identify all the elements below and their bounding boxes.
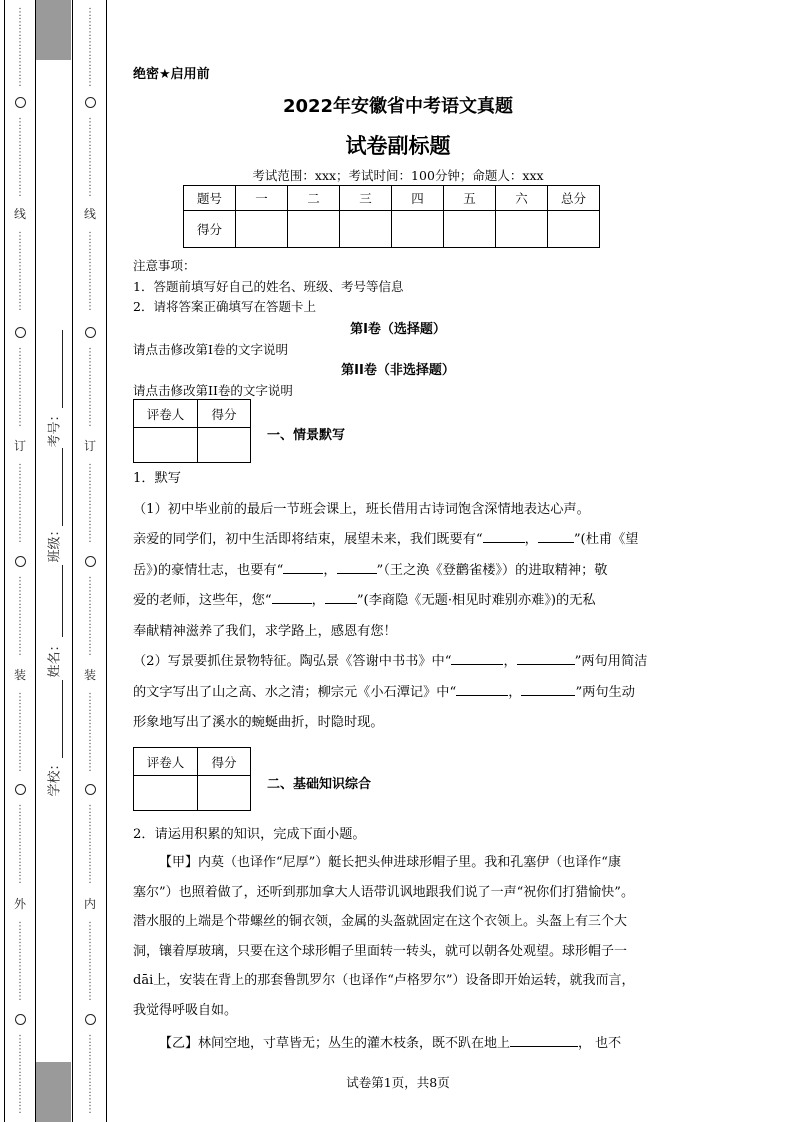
margin-line-2 xyxy=(72,0,73,1122)
score-header-cell: 三 xyxy=(340,186,392,211)
passage-yi: 【乙】林间空地，寸草皆无；丛生的灌木枝条，既不趴在地上 ， 也不 xyxy=(133,1029,663,1059)
answer-blank[interactable] xyxy=(451,650,503,665)
part2-title: 第II卷（非选择题） xyxy=(341,363,455,378)
answer-blank[interactable] xyxy=(517,650,575,665)
binding-circle xyxy=(85,1014,96,1025)
answer-blank[interactable] xyxy=(272,589,312,604)
outer-word-zhuang: 装 xyxy=(13,668,26,682)
field-school-blank[interactable] xyxy=(62,680,63,758)
answer-blank[interactable] xyxy=(538,528,574,543)
inner-word-nei: 内 xyxy=(83,897,96,911)
score-cell[interactable] xyxy=(392,211,444,248)
answer-blank[interactable] xyxy=(325,589,357,604)
grader-score-label: 得分 xyxy=(198,400,251,428)
field-class-blank[interactable] xyxy=(62,448,63,526)
passage-line: 潜水服的上端是个带螺丝的铜衣领，金属的头盔就固定在这个衣领上。头盔上有三个大 xyxy=(133,914,628,929)
margin-line-1 xyxy=(35,0,36,1122)
grader-label: 评卷人 xyxy=(134,400,198,428)
question-line: 岳》)的豪情壮志，也要有“ ， ”（王之涣《登鹳雀楼》）的进取精神；敬 xyxy=(133,556,663,587)
outer-word-line: 线 xyxy=(13,207,26,221)
passage-line: 塞尔”）也照着做了，还听到那加拿大人语带讥讽地跟我们说了一声“祝你们打猎愉快”。 xyxy=(133,884,634,900)
grader-cell[interactable] xyxy=(134,776,198,811)
grader-cell[interactable] xyxy=(134,428,198,463)
passage-line: 【甲】内莫（也译作“尼厚”）艇长把头伸进球形帽子里。我和孔塞伊（也译作“康 xyxy=(159,855,621,870)
binding-circle xyxy=(15,97,26,108)
score-header-cell: 五 xyxy=(444,186,496,211)
binding-circle xyxy=(15,784,26,795)
passage-jia xyxy=(133,848,663,1059)
inner-binding-column: ⋮ ⋮ ⋮ ⋮ ⋮ ⋮ ⋮ ⋮ ⋮ ⋮ ⋮ ⋮ ⋮ ⋮ ⋮ ⋮ 线 ⋮ ⋮ ⋮ ⋮ ⋮ ⋮ ⋮ ⋮ ⋮ ⋮ ⋮ ⋮ ⋮ ⋮ ⋮ ⋮ 订 ⋮ ⋮ ⋮ ⋮ ⋮ ⋮ ⋮ ⋮ ⋮ ⋮ ⋮ ⋮ ⋮ ⋮ ⋮ ⋮ 装 ⋮ ⋮ ⋮ ⋮ ⋮ ⋮ ⋮ ⋮ ⋮ ⋮ ⋮ ⋮ ⋮ ⋮ ⋮ ⋮ 内 ⋮ ⋮ ⋮ ⋮ ⋮ ⋮ ⋮ ⋮ ⋮ ⋮ ⋮ ⋮ ⋮ ⋮ ⋮ ⋮ xyxy=(78,0,102,1122)
grader-table xyxy=(133,747,251,811)
secret-mark: 绝密★启用前 xyxy=(133,67,210,82)
field-name-label: 姓名： xyxy=(47,638,63,678)
field-school-label: 学校： xyxy=(47,757,63,797)
answer-blank[interactable] xyxy=(510,1032,578,1047)
question-line: （2）写景要抓住景物特征。陶弘景《答谢中书书》中“ ， ”两句用简洁 xyxy=(133,647,663,678)
question-intro: 2．请运用积累的知识，完成下面小题。 xyxy=(133,827,366,842)
score-header-cell: 六 xyxy=(496,186,548,211)
score-header-cell: 一 xyxy=(236,186,288,211)
score-header-cell: 四 xyxy=(392,186,444,211)
answer-blank[interactable] xyxy=(283,559,323,574)
answer-blank[interactable] xyxy=(521,681,575,696)
grader-table xyxy=(133,399,251,463)
notes-item: 1．答题前填写好自己的姓名、班级、考号等信息 xyxy=(133,279,404,294)
margin-line-right xyxy=(106,0,107,1122)
field-name-blank[interactable] xyxy=(62,565,63,637)
section2-title: 二、基础知识综合 xyxy=(267,777,372,792)
section1-title: 一、情景默写 xyxy=(267,428,346,443)
score-header-cell: 题号 xyxy=(184,186,236,211)
answer-blank[interactable] xyxy=(456,681,508,696)
question-text: （1）初中毕业前的最后一节班会课上，班长借用古诗词饱含深情地表达心声。 xyxy=(133,501,590,517)
binding-circle xyxy=(15,1014,26,1025)
notes-title: 注意事项： xyxy=(133,258,196,273)
outer-binding-column: ⋮ ⋮ ⋮ ⋮ ⋮ ⋮ ⋮ ⋮ ⋮ ⋮ ⋮ ⋮ ⋮ ⋮ ⋮ ⋮ 线 ⋮ ⋮ ⋮ ⋮ ⋮ ⋮ ⋮ ⋮ ⋮ ⋮ ⋮ ⋮ ⋮ ⋮ ⋮ ⋮ 订 ⋮ ⋮ ⋮ ⋮ ⋮ ⋮ ⋮ ⋮ ⋮ ⋮ ⋮ ⋮ ⋮ ⋮ ⋮ ⋮ 装 ⋮ ⋮ ⋮ ⋮ ⋮ ⋮ ⋮ ⋮ ⋮ ⋮ ⋮ ⋮ ⋮ ⋮ ⋮ ⋮ 外 ⋮ ⋮ ⋮ ⋮ ⋮ ⋮ ⋮ ⋮ ⋮ ⋮ ⋮ ⋮ ⋮ ⋮ ⋮ ⋮ xyxy=(8,0,32,1122)
grader-cell[interactable] xyxy=(198,428,251,463)
answer-blank[interactable] xyxy=(483,528,525,543)
passage-line: dāi上，安装在背上的那套鲁凯罗尔（也译作“卢格罗尔”）设备即开始运转，就我而言， xyxy=(133,973,635,988)
question-number: 1．默写 xyxy=(133,471,181,486)
question-line: 爱的老师，这些年，您“ ， ”(李商隐《无题·相见时难别亦难》)的无私 xyxy=(133,586,663,617)
page-title: 2022年安徽省中考语文真题 xyxy=(282,96,514,117)
part2-desc[interactable]: 请点击修改第II卷的文字说明 xyxy=(133,383,293,398)
score-cell[interactable] xyxy=(548,211,600,248)
score-cell[interactable] xyxy=(444,211,496,248)
grader-score-label: 得分 xyxy=(198,748,251,776)
inner-word-line: 线 xyxy=(83,207,96,221)
score-cell[interactable] xyxy=(340,211,392,248)
score-cell[interactable] xyxy=(288,211,340,248)
question-line: 的文字写出了山之高、水之清；柳宗元《小石潭记》中“ ， ”两句生动 xyxy=(133,678,663,709)
grader-label: 评卷人 xyxy=(134,748,198,776)
part1-title: 第I卷（选择题） xyxy=(350,322,446,337)
outer-word-ding: 订 xyxy=(13,439,26,453)
score-header-cell: 二 xyxy=(288,186,340,211)
exam-meta: 考试范围：xxx；考试时间：100分钟；命题人：xxx xyxy=(252,168,544,183)
field-exam-number-blank[interactable] xyxy=(62,330,63,408)
binding-circle xyxy=(85,97,96,108)
page-subtitle: 试卷副标题 xyxy=(345,134,451,158)
question-line: 亲爱的同学们，初中生活即将结束，展望未来，我们既要有“ ， ”(杜甫《望 xyxy=(133,525,663,556)
score-table xyxy=(183,185,600,248)
notes-item: 2．请将答案正确填写在答题卡上 xyxy=(133,299,316,314)
margin-band-top xyxy=(36,0,71,60)
question-line: 形象地写出了溪水的蜿蜒曲折，时隐时现。 xyxy=(133,715,384,730)
outer-word-wai: 外 xyxy=(13,897,26,911)
binding-circle xyxy=(15,556,26,567)
field-class-label: 班级： xyxy=(47,523,63,563)
margin-line-left xyxy=(4,0,5,1122)
score-cell[interactable] xyxy=(496,211,548,248)
passage-line: 我觉得呼吸自如。 xyxy=(133,1002,238,1018)
binding-circle xyxy=(85,327,96,338)
margin-band-bottom xyxy=(36,1062,71,1122)
section1-body xyxy=(133,464,663,739)
binding-circle xyxy=(15,327,26,338)
score-table-header-row xyxy=(184,186,600,211)
part1-desc[interactable]: 请点击修改第I卷的文字说明 xyxy=(133,342,288,357)
score-table-row xyxy=(184,211,600,248)
binding-circle xyxy=(85,556,96,567)
grader-cell[interactable] xyxy=(198,776,251,811)
answer-blank[interactable] xyxy=(337,559,377,574)
page-footer: 试卷第1页，共8页 xyxy=(346,1075,450,1090)
score-row-label: 得分 xyxy=(184,211,236,248)
score-header-cell: 总分 xyxy=(548,186,600,211)
inner-word-zhuang: 装 xyxy=(83,668,96,682)
score-cell[interactable] xyxy=(236,211,288,248)
field-exam-number-label: 考号： xyxy=(47,408,63,448)
passage-line: 洞，镶着厚玻璃，只要在这个球形帽子里面转一转头，就可以朝各处观望。球形帽子一 xyxy=(133,943,628,959)
inner-word-ding: 订 xyxy=(83,439,96,453)
binding-circle xyxy=(85,784,96,795)
question-line: 奉献精神滋养了我们，求学路上，感恩有您！ xyxy=(133,623,397,639)
